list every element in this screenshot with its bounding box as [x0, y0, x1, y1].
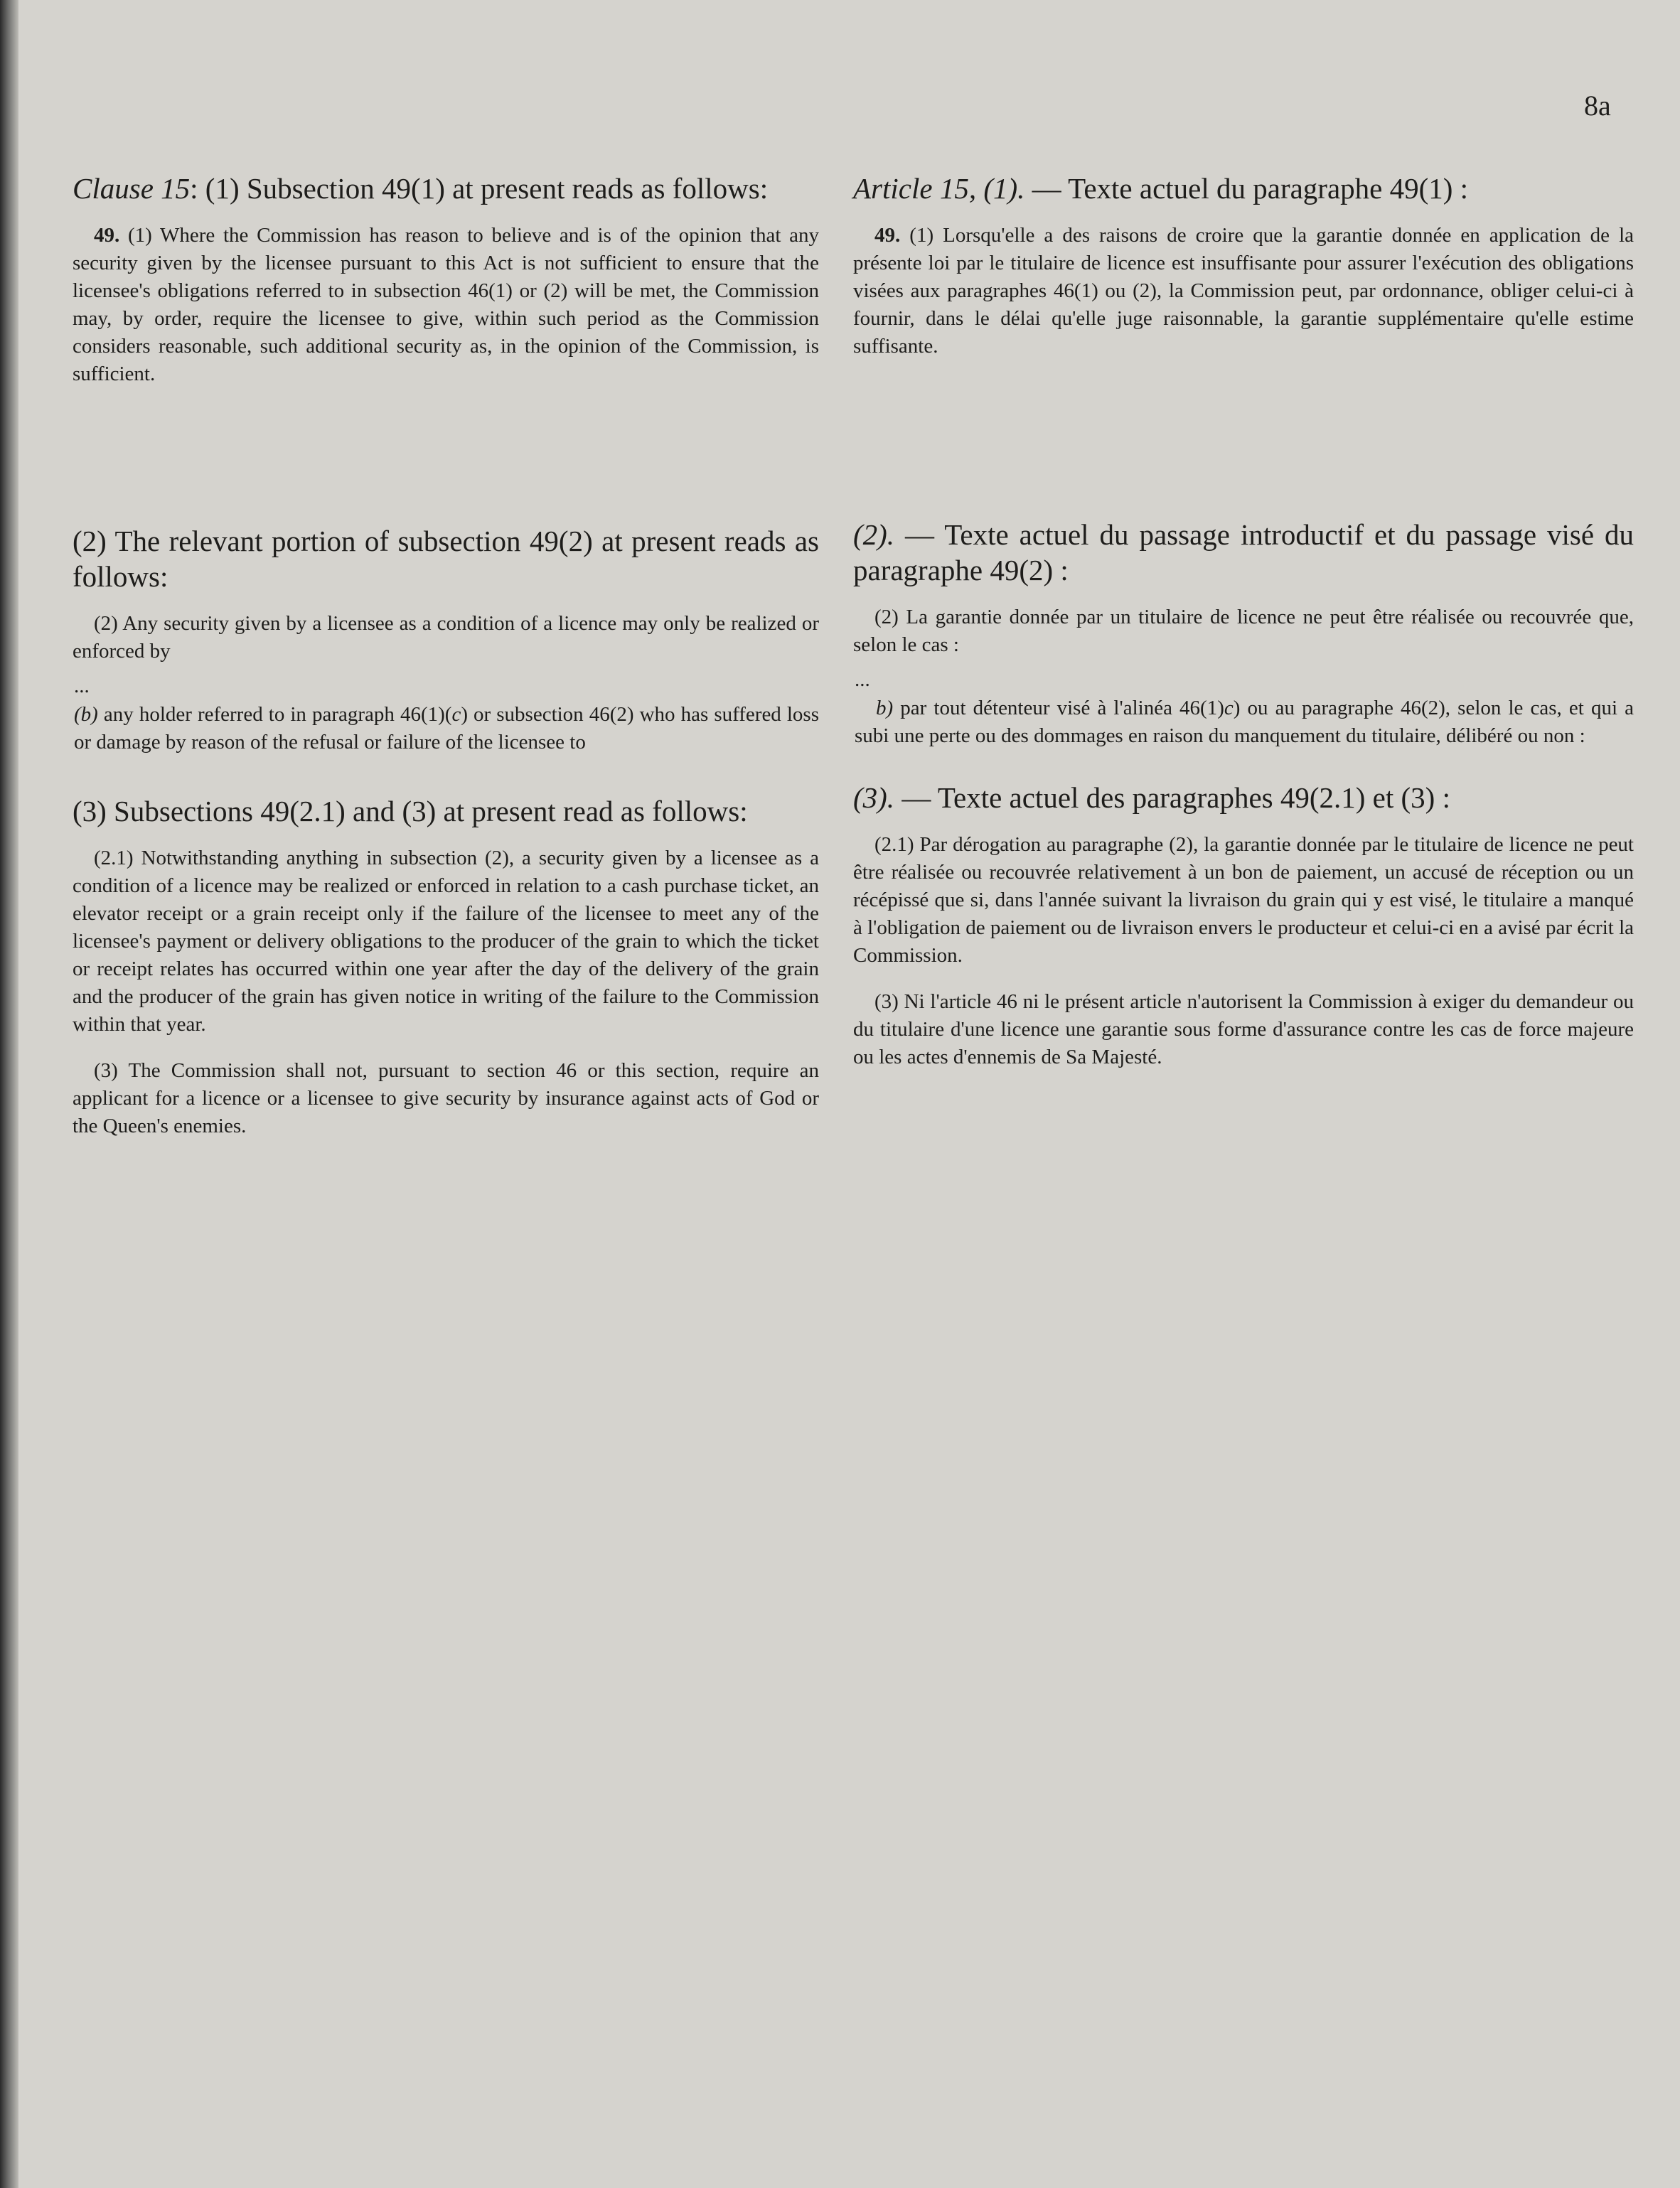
omission-ellipsis: ...	[74, 675, 90, 697]
item-ref-letter: c	[451, 703, 461, 726]
english-column	[73, 171, 819, 1140]
paragraph-b-text	[74, 701, 819, 756]
omission-ellipsis: ...	[855, 668, 870, 691]
article-label: (3).	[853, 781, 895, 814]
item-letter: b)	[876, 697, 894, 719]
section-number: 49.	[874, 224, 901, 247]
item-text-part2: ) ou au paragraphe 46(2), selon le cas, et qui a subi une perte ou des dommages en raison du manquement du titulaire, délibéré ou non :	[855, 697, 1634, 747]
item-text-part2: ) or subsection 46(2) who has suffered loss or damage by reason of the refusal or failure of the licensee to	[74, 703, 819, 754]
heading-text: — Texte actuel des paragraphes 49(2.1) et (3) :	[894, 781, 1450, 814]
page-number: 8a	[1584, 90, 1611, 122]
heading-text: : (1) Subsection 49(1) at present reads as follows:	[190, 172, 769, 205]
clause-15-1-heading	[73, 171, 819, 206]
paragraphe-49-2-1-text: (2.1) Par dérogation au paragraphe (2), la garantie donnée par le titulaire de licence ne peut être réalisée ou recouvrée relativement à un bon de paiement, un accusé de réception ou un récépissé que si, dans l'année suivant la livraison du grain qui y est visé, le titulaire a manqué à l'obligation de paiement ou de livraison envers le producteur et celui-ci en a avisé par écrit la Commission.	[853, 833, 1634, 967]
french-column	[853, 171, 1634, 1071]
clause-label: Clause 15	[73, 172, 191, 205]
paragraphe-49-3-text: (3) Ni l'article 46 ni le présent article n'autorisent la Commission à exiger du demandeur ou du titulaire d'une licence une garantie sous forme d'assurance contre les cas de force majeure ou les actes d'ennemis de Sa Majesté.	[853, 990, 1634, 1068]
article-label: (2).	[853, 518, 895, 551]
section-number: 49.	[94, 224, 120, 247]
alinea-b-text	[855, 695, 1634, 750]
subsection-49-1-text	[73, 222, 819, 388]
clause-15-2-heading: (2) The relevant portion of subsection 49(2) at present reads as follows:	[73, 525, 819, 593]
article-15-3-heading	[853, 780, 1634, 815]
item-text-part1: par tout détenteur visé à l'alinéa 46(1)	[893, 697, 1224, 719]
page-binding-edge	[0, 0, 18, 2188]
paragraph-text: (1) Where the Commission has reason to believe and is of the opinion that any security given by the licensee pursuant to this Act is not sufficient to ensure that the licensee's obligations referred to in subsection 46(1) or (2) will be met, the Commission may, by order, require the licensee to give, within such period as the Commission considers reasonable, such additional security as, in the opinion of the Commission, is sufficient.	[73, 224, 819, 385]
article-label: Article 15, (1).	[853, 172, 1025, 205]
subsection-49-2-intro: (2) Any security given by a licensee as a condition of a licence may only be realized or enforced by	[73, 612, 819, 663]
heading-text: — Texte actuel du passage introductif et du passage visé du paragraphe 49(2) :	[853, 518, 1634, 586]
subsection-49-3-text: (3) The Commission shall not, pursuant to section 46 or this section, require an applicant for a licence or a licensee to give security by insurance against acts of God or the Queen's enemies.	[73, 1059, 819, 1137]
item-letter: (b)	[74, 703, 98, 726]
item-ref-letter: c	[1224, 697, 1234, 719]
paragraphe-49-1-text	[853, 222, 1634, 360]
clause-15-3-heading: (3) Subsections 49(2.1) and (3) at present read as follows:	[73, 795, 748, 827]
heading-text: — Texte actuel du paragraphe 49(1) :	[1024, 172, 1469, 205]
paragraph-text: (1) Lorsqu'elle a des raisons de croire que la garantie donnée en application de la présente loi par le titulaire de licence est insuffisante pour assurer l'exécution des obligations visées aux paragraphes 46(1) ou (2), la Commission peut, par ordonnance, obliger celui-ci à fournir, dans le délai qu'elle juge raisonnable, la garantie supplémentaire qu'elle estime suffisante.	[853, 224, 1634, 358]
paragraphe-49-2-intro: (2) La garantie donnée par un titulaire de licence ne peut être réalisée ou recouvrée que, selon le cas :	[853, 606, 1634, 656]
article-15-1-heading	[853, 171, 1634, 206]
item-text-part1: any holder referred to in paragraph 46(1)(	[97, 703, 452, 726]
subsection-49-2-1-text: (2.1) Notwithstanding anything in subsection (2), a security given by a licensee as a condition of a licence may be realized or enforced in relation to a cash purchase ticket, an elevator receipt or a grain receipt only if the failure of the licensee to meet any of the licensee's payment or delivery obligations to the producer of the grain to which the ticket or receipt relates has occurred within one year after the day of the delivery of the grain and the producer of the grain has given notice in writing of the failure to the Commission within that year.	[73, 847, 819, 1036]
article-15-2-heading	[853, 517, 1634, 588]
